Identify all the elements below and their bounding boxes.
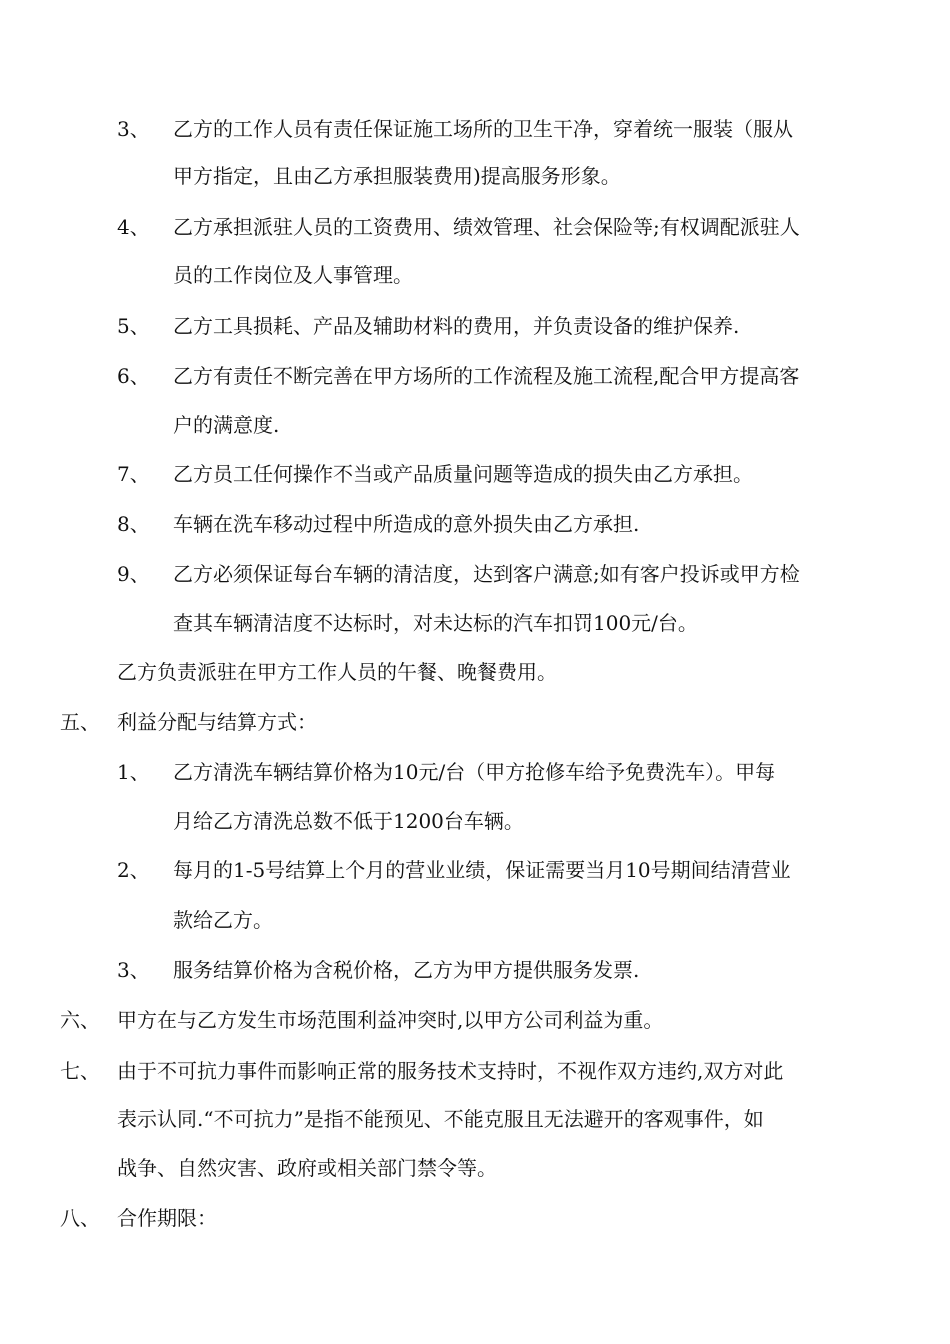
item-text: 乙方的工作人员有责任保证施工场所的卫生干净，穿着统一服装（服从 <box>173 117 793 141</box>
item-text: 甲方指定，且由乙方承担服装费用)提高服务形象。 <box>173 164 621 188</box>
item-text: 服务结算价格为含税价格，乙方为甲方提供服务发票. <box>173 958 640 982</box>
item-text: 每月的1-5号结算上个月的营业业绩，保证需要当月10号期间结清营业 <box>173 858 791 882</box>
section-text: 由于不可抗力事件而影响正常的服务技术支持时，不视作双方违约,双方对此 <box>117 1059 784 1083</box>
section-title: 合作期限： <box>117 1206 217 1230</box>
item-number: 8、 <box>117 512 150 536</box>
section-number: 六、 <box>60 1008 100 1032</box>
item-text: 乙方员工任何操作不当或产品质量问题等造成的损失由乙方承担。 <box>173 462 753 486</box>
item-text: 员的工作岗位及人事管理。 <box>173 263 413 287</box>
section-text: 甲方在与乙方发生市场范围利益冲突时,以甲方公司利益为重。 <box>117 1008 664 1032</box>
item-number: 4、 <box>117 215 150 239</box>
item-text: 月给乙方清洗总数不低于1200台车辆。 <box>173 809 524 833</box>
item-number: 7、 <box>117 462 150 486</box>
section-text: 表示认同.“不可抗力”是指不能预见、不能克服且无法避开的客观事件，如 <box>117 1107 764 1131</box>
section-text: 战争、自然灾害、政府或相关部门禁令等。 <box>117 1156 497 1180</box>
item-number: 3、 <box>117 117 150 141</box>
section-title: 利益分配与结算方式： <box>117 710 317 734</box>
item-number: 9、 <box>117 562 150 586</box>
paragraph-text: 乙方负责派驻在甲方工作人员的午餐、晚餐费用。 <box>117 660 557 684</box>
item-text: 款给乙方。 <box>173 908 273 932</box>
item-text: 户的满意度. <box>173 413 280 437</box>
item-number: 2、 <box>117 858 150 882</box>
section-number: 七、 <box>60 1059 100 1083</box>
section-number: 八、 <box>60 1206 100 1230</box>
item-number: 1、 <box>117 760 150 784</box>
item-text: 乙方承担派驻人员的工资费用、绩效管理、社会保险等;有权调配派驻人 <box>173 215 800 239</box>
item-number: 5、 <box>117 314 150 338</box>
item-number: 6、 <box>117 364 150 388</box>
item-text: 乙方必须保证每台车辆的清洁度，达到客户满意;如有客户投诉或甲方检 <box>173 562 800 586</box>
item-text: 乙方有责任不断完善在甲方场所的工作流程及施工流程,配合甲方提高客 <box>173 364 800 388</box>
item-text: 乙方工具损耗、产品及辅助材料的费用，并负责设备的维护保养. <box>173 314 740 338</box>
section-number: 五、 <box>60 710 100 734</box>
item-text: 乙方清洗车辆结算价格为10元/台（甲方抢修车给予免费洗车）。甲每 <box>173 760 776 784</box>
item-text: 查其车辆清洁度不达标时，对未达标的汽车扣罚100元/台。 <box>173 611 698 635</box>
item-number: 3、 <box>117 958 150 982</box>
item-text: 车辆在洗车移动过程中所造成的意外损失由乙方承担. <box>173 512 640 536</box>
